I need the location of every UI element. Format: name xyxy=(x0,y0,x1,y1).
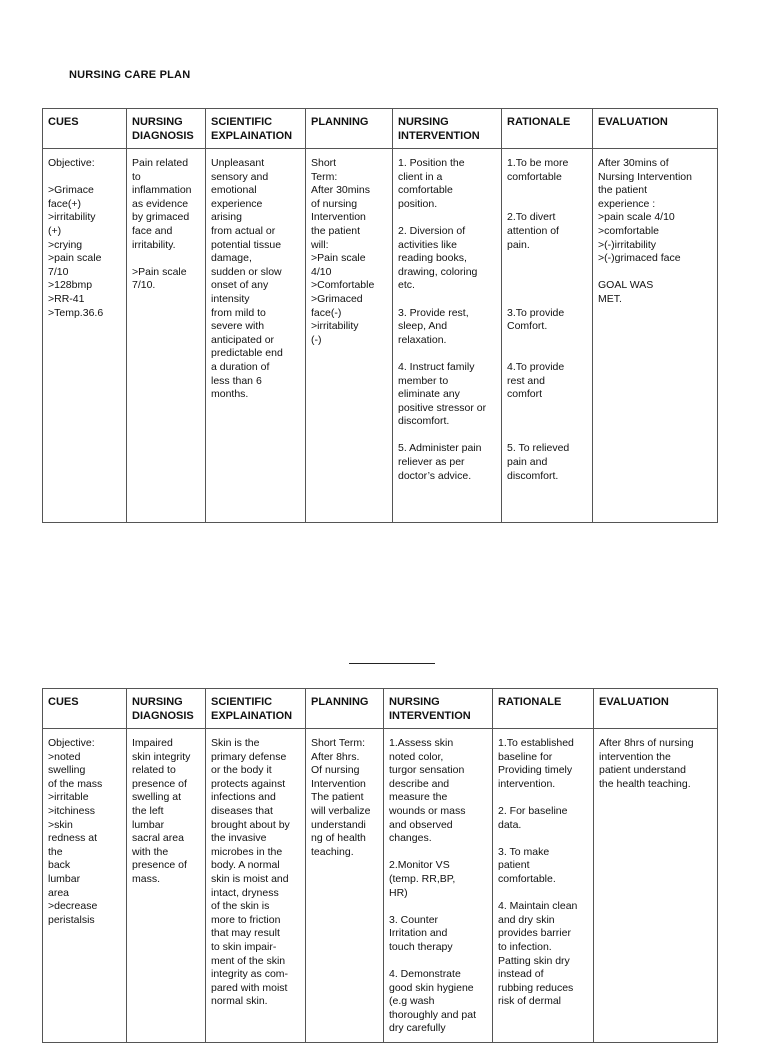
cues-cell: Objective: >Grimace face(+) >irritability (+) >crying >pain scale 7/10 >128bmp >RR-41 >Temp.36.6 xyxy=(43,149,127,523)
cues-cell: Objective: >noted swelling of the mass >irritable >itchiness >skin redness at the back lumbar area >decrease peristalsis xyxy=(43,729,127,1043)
separator-line xyxy=(349,663,435,664)
evaluation-cell: After 30mins of Nursing Intervention the patient experience : >pain scale 4/10 >comfortable >(-)irritability >(-)grimaced face GOAL WAS MET. xyxy=(593,149,718,523)
table-row xyxy=(43,149,718,523)
table-header-row xyxy=(43,109,718,149)
evaluation-cell: After 8hrs of nursing intervention the patient understand the health teaching. xyxy=(594,729,718,1043)
planning-cell: Short Term: After 30mins of nursing Intervention the patient will: >Pain scale 4/10 >Comfortable >Grimaced face(-) >irritability (-) xyxy=(306,149,393,523)
header-nursing-intervention: NURSING INTERVENTION xyxy=(393,109,502,149)
header-planning: PLANNING xyxy=(306,689,384,729)
explanation-cell: Skin is the primary defense or the body it protects against infections and diseases that brought about by the invasive microbes in the body. A normal skin is moist and intact, dryness of the skin is more to friction that may result to skin impair- ment of the skin integrity as com- pared with moist normal skin. xyxy=(206,729,306,1043)
care-plan-table-2 xyxy=(42,688,718,1043)
header-cues: CUES xyxy=(43,689,127,729)
header-scientific-explaination: SCIENTIFIC EXPLAINATION xyxy=(206,689,306,729)
header-scientific-explaination: SCIENTIFIC EXPLAINATION xyxy=(206,109,306,149)
header-nursing-diagnosis: NURSING DIAGNOSIS xyxy=(127,109,206,149)
diagnosis-cell: Impaired skin integrity related to presence of swelling at the left lumbar sacral area with the presence of mass. xyxy=(127,729,206,1043)
header-evaluation: EVALUATION xyxy=(593,109,718,149)
header-rationale: RATIONALE xyxy=(502,109,593,149)
care-plan-table-1 xyxy=(42,108,718,523)
explanation-cell: Unpleasant sensory and emotional experience arising from actual or potential tissue damage, sudden or slow onset of any intensity from mild to severe with anticipated or predictable end a duration of less than 6 months. xyxy=(206,149,306,523)
header-evaluation: EVALUATION xyxy=(594,689,718,729)
intervention-cell: 1.Assess skin noted color, turgor sensation describe and measure the wounds or mass and observed changes. 2.Monitor VS (temp. RR,BP, HR) 3. Counter Irritation and touch therapy 4. Demonstrate good skin hygiene (e.g wash thoroughly and pat dry carefully xyxy=(384,729,493,1043)
table-header-row xyxy=(43,689,718,729)
intervention-cell: 1. Position the client in a comfortable position. 2. Diversion of activities like reading books, drawing, coloring etc. 3. Provide rest, sleep, And relaxation. 4. Instruct family member to eliminate any positive stressor or discomfort. 5. Administer pain reliever as per doctor’s advice. xyxy=(393,149,502,523)
header-nursing-intervention: NURSING INTERVENTION xyxy=(384,689,493,729)
rationale-cell: 1.To be more comfortable 2.To divert attention of pain. 3.To provide Comfort. 4.To provide rest and comfort 5. To relieved pain and discomfort. xyxy=(502,149,593,523)
header-rationale: RATIONALE xyxy=(493,689,594,729)
rationale-cell: 1.To established baseline for Providing timely intervention. 2. For baseline data. 3. To make patient comfortable. 4. Maintain clean and dry skin provides barrier to infection. Patting skin dry instead of rubbing reduces risk of dermal xyxy=(493,729,594,1043)
header-nursing-diagnosis: NURSING DIAGNOSIS xyxy=(127,689,206,729)
planning-cell: Short Term: After 8hrs. Of nursing Intervention The patient will verbalize understandi ng of health teaching. xyxy=(306,729,384,1043)
header-planning: PLANNING xyxy=(306,109,393,149)
table-row xyxy=(43,729,718,1043)
header-cues: CUES xyxy=(43,109,127,149)
page-title: NURSING CARE PLAN xyxy=(69,69,191,81)
diagnosis-cell: Pain related to inflammation as evidence by grimaced face and irritability. >Pain scale 7/10. xyxy=(127,149,206,523)
